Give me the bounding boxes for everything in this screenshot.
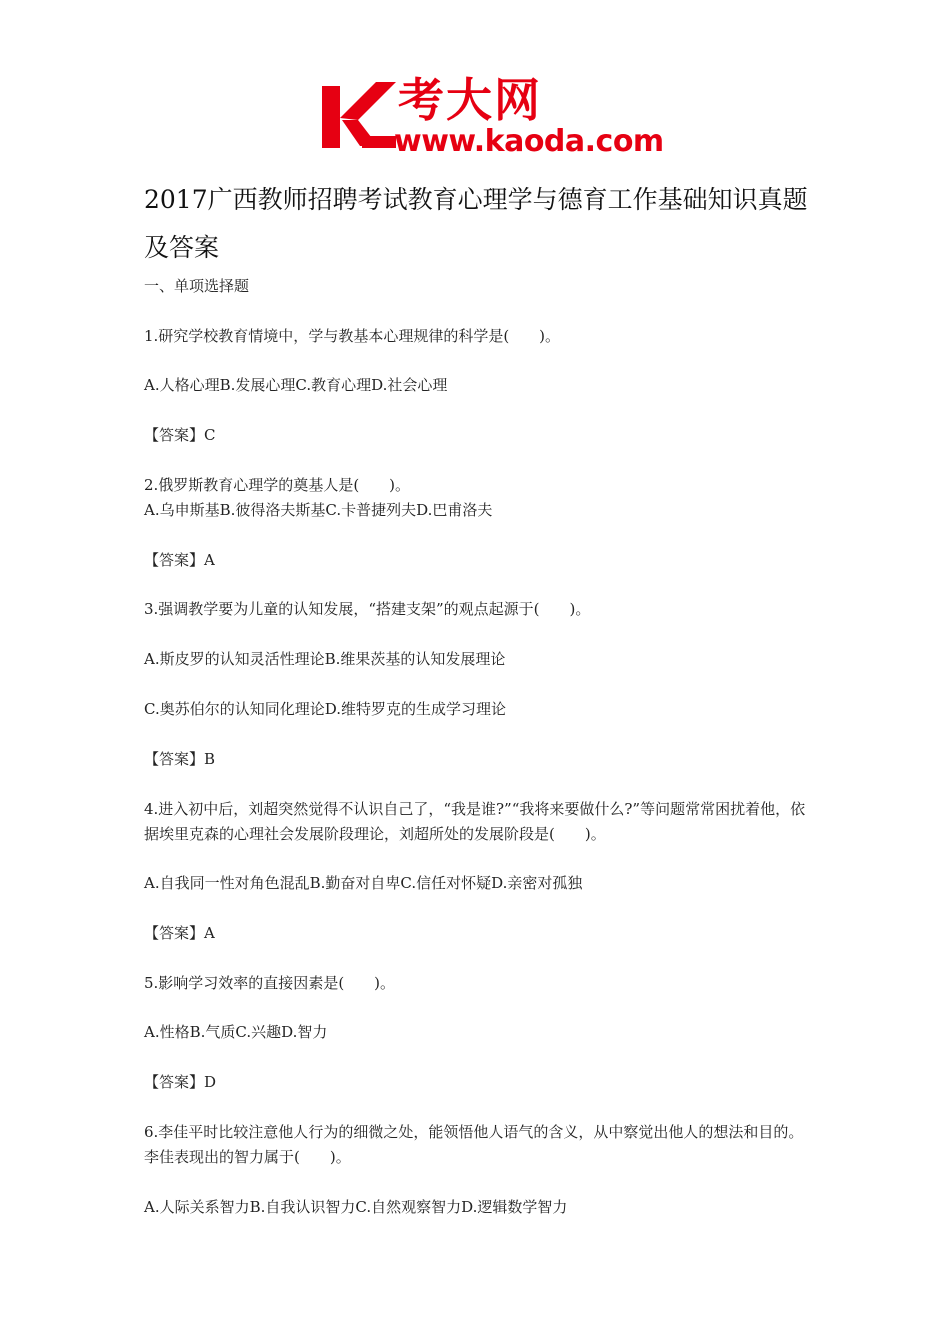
question-4-options: A.自我同一性对角色混乱B.勤奋对自卑C.信任对怀疑D.亲密对孤独 — [144, 874, 583, 892]
logo-url-text: www.kaoda.com — [394, 124, 664, 159]
question-6: 6.李佳平时比较注意他人行为的细微之处，能领悟他人语气的含义，从中察觉出他人的想法和目的。李佳表现出的智力属于( )。 — [144, 1123, 804, 1166]
question-5-options: A.性格B.气质C.兴趣D.智力 — [144, 1023, 328, 1041]
question-2-options: A.乌申斯基B.彼得洛夫斯基C.卡普捷列夫D.巴甫洛夫 — [144, 501, 493, 519]
question-5: 5.影响学习效率的直接因素是( )。 — [144, 974, 396, 992]
question-4: 4.进入初中后，刘超突然觉得不认识自己了，“我是谁?”“我将来要做什么?”等问题常常困扰着他，依据埃里克森的心理社会发展阶段理论，刘超所处的发展阶段是( )。 — [144, 800, 806, 843]
question-6-options: A.人际关系智力B.自我认识智力C.自然观察智力D.逻辑数学智力 — [144, 1198, 568, 1216]
kaoda-logo[interactable] — [318, 73, 664, 162]
document-title: 2017广西教师招聘考试教育心理学与德育工作基础知识真题及答案 — [144, 185, 808, 262]
section-heading: 一、单项选择题 — [144, 277, 250, 295]
question-5-answer: 【答案】D — [144, 1073, 217, 1091]
question-3-options-line-2: C.奥苏伯尔的认知同化理论D.维特罗克的生成学习理论 — [144, 700, 506, 718]
question-3: 3.强调教学要为儿童的认知发展，“搭建支架”的观点起源于( )。 — [144, 600, 591, 618]
question-1-answer: 【答案】C — [144, 426, 216, 444]
question-1-options: A.人格心理B.发展心理C.教育心理D.社会心理 — [144, 376, 448, 394]
k-logo-icon — [318, 80, 398, 154]
question-2: 2.俄罗斯教育心理学的奠基人是( )。 — [144, 476, 411, 494]
question-2-answer: 【答案】A — [144, 551, 215, 569]
question-4-answer: 【答案】A — [144, 924, 215, 942]
question-1: 1.研究学校教育情境中，学与教基本心理规律的科学是( )。 — [144, 327, 561, 345]
logo-chinese-text: 考大网 — [398, 73, 542, 127]
question-3-answer: 【答案】B — [144, 750, 216, 768]
question-3-options-line-1: A.斯皮罗的认知灵活性理论B.维果茨基的认知发展理论 — [144, 650, 506, 668]
